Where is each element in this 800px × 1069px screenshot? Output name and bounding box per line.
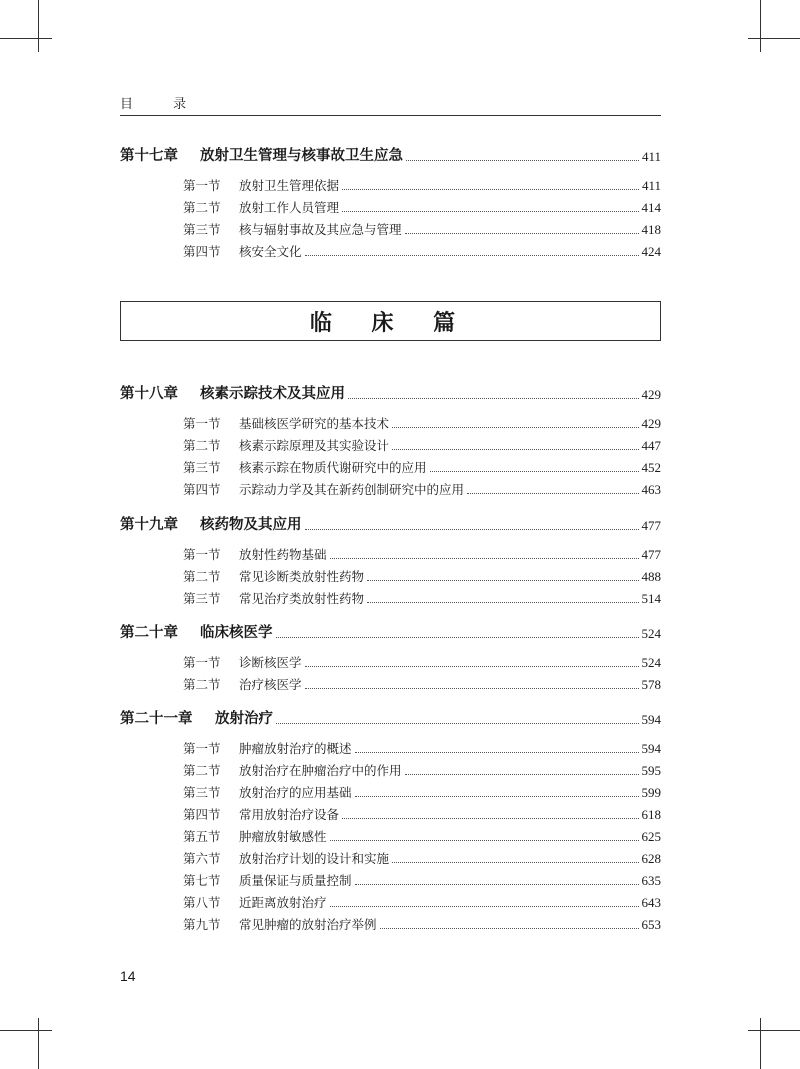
page-ref: 653 [641, 917, 661, 932]
section-title: 放射卫生管理依据 [239, 178, 340, 193]
section-title: 核素示踪原理及其实验设计 [239, 438, 390, 453]
section-number: 第六节 [183, 851, 221, 866]
toc-chapter[interactable] [120, 620, 661, 642]
toc-section[interactable] [183, 779, 661, 801]
toc-section[interactable] [183, 649, 661, 671]
dot-leader [305, 688, 639, 689]
page-ref: 524 [641, 626, 661, 641]
crop-mark [748, 1030, 800, 1031]
page-ref: 429 [641, 387, 661, 402]
page-ref: 578 [641, 677, 661, 692]
page-ref: 628 [641, 851, 661, 866]
chapter-title: 核药物及其应用 [200, 517, 302, 533]
section-number: 第二节 [183, 200, 221, 215]
toc-section[interactable] [183, 454, 661, 476]
page-ref: 488 [641, 569, 661, 584]
toc-section[interactable] [183, 172, 661, 194]
chapter-number: 第十八章 [120, 386, 178, 402]
toc-chapter[interactable] [120, 143, 661, 165]
dot-leader [330, 906, 639, 907]
page-ref: 595 [641, 763, 661, 778]
chapter-number: 第二十一章 [120, 711, 193, 727]
dot-leader [348, 398, 639, 399]
toc-section[interactable] [183, 823, 661, 845]
toc-section[interactable] [183, 194, 661, 216]
dot-leader [305, 529, 639, 530]
crop-mark [760, 1018, 761, 1069]
section-number: 第三节 [183, 460, 221, 475]
running-header: 目 录 [120, 97, 205, 112]
section-number: 第二节 [183, 569, 221, 584]
page-ref: 625 [641, 829, 661, 844]
toc-section[interactable] [183, 216, 661, 238]
page-ref: 643 [641, 895, 661, 910]
section-title: 质量保证与质量控制 [239, 873, 352, 888]
section-number: 第一节 [183, 416, 221, 431]
page-ref: 411 [641, 178, 661, 193]
chapter-number: 第二十章 [120, 625, 178, 641]
chapter-title: 放射卫生管理与核事故卫生应急 [200, 148, 403, 164]
section-title: 核与辐射事故及其应急与管理 [239, 222, 402, 237]
page-ref: 477 [641, 518, 661, 533]
section-title: 示踪动力学及其在新药创制研究中的应用 [239, 482, 465, 497]
dot-leader [342, 818, 638, 819]
dot-leader [367, 602, 638, 603]
dot-leader [330, 558, 639, 559]
crop-mark [38, 0, 39, 52]
crop-mark [38, 1018, 39, 1069]
dot-leader [355, 796, 639, 797]
section-number: 第三节 [183, 222, 221, 237]
toc-section[interactable] [183, 432, 661, 454]
crop-mark [0, 38, 52, 39]
page-ref: 477 [641, 547, 661, 562]
section-title: 核安全文化 [239, 244, 302, 259]
section-number: 第四节 [183, 482, 221, 497]
section-number: 第三节 [183, 591, 221, 606]
dot-leader [355, 752, 639, 753]
section-title: 肿瘤放射治疗的概述 [239, 741, 352, 756]
section-title: 常见肿瘤的放射治疗举例 [239, 917, 377, 932]
dot-leader [342, 189, 639, 190]
dot-leader [406, 160, 639, 161]
section-number: 第二节 [183, 763, 221, 778]
section-number: 第一节 [183, 178, 221, 193]
toc-section[interactable] [183, 801, 661, 823]
header-rule [120, 115, 661, 116]
section-number: 第二节 [183, 677, 221, 692]
section-number: 第一节 [183, 547, 221, 562]
dot-leader [405, 774, 639, 775]
page-ref: 635 [641, 873, 661, 888]
section-number: 第七节 [183, 873, 221, 888]
toc-section[interactable] [183, 563, 661, 585]
toc-chapter[interactable] [120, 512, 661, 534]
section-number: 第九节 [183, 917, 221, 932]
page-ref: 424 [641, 244, 661, 259]
toc-section[interactable] [183, 911, 661, 933]
section-number: 第四节 [183, 244, 221, 259]
chapter-number: 第十七章 [120, 148, 178, 164]
toc-section[interactable] [183, 735, 661, 757]
toc-section[interactable] [183, 585, 661, 607]
dot-leader [380, 928, 639, 929]
page-ref: 411 [641, 149, 661, 164]
crop-mark [0, 1030, 52, 1031]
page-ref: 594 [641, 712, 661, 727]
section-title: 肿瘤放射敏感性 [239, 829, 327, 844]
chapter-title: 临床核医学 [200, 625, 273, 641]
toc-chapter[interactable] [120, 381, 661, 403]
page-ref: 463 [641, 482, 661, 497]
section-number: 第八节 [183, 895, 221, 910]
dot-leader [355, 884, 639, 885]
page-ref: 514 [641, 591, 661, 606]
page-ref: 452 [641, 460, 661, 475]
section-title: 治疗核医学 [239, 677, 302, 692]
dot-leader [392, 862, 638, 863]
section-number: 第一节 [183, 741, 221, 756]
dot-leader [305, 666, 639, 667]
section-title: 放射治疗的应用基础 [239, 785, 352, 800]
crop-mark [760, 0, 761, 52]
toc-section[interactable] [183, 889, 661, 911]
page-ref: 418 [641, 222, 661, 237]
page-ref: 429 [641, 416, 661, 431]
section-number: 第三节 [183, 785, 221, 800]
dot-leader [430, 471, 639, 472]
toc-section[interactable] [183, 541, 661, 563]
page-number: 14 [120, 968, 136, 984]
section-title: 常用放射治疗设备 [239, 807, 340, 822]
chapter-number: 第十九章 [120, 517, 178, 533]
section-number: 第二节 [183, 438, 221, 453]
section-title: 常见诊断类放射性药物 [239, 569, 365, 584]
chapter-title: 核素示踪技术及其应用 [200, 386, 345, 402]
toc-section[interactable] [183, 757, 661, 779]
section-title: 放射性药物基础 [239, 547, 327, 562]
page-ref: 447 [641, 438, 661, 453]
section-title: 核素示踪在物质代谢研究中的应用 [239, 460, 427, 475]
dot-leader [276, 723, 639, 724]
section-title: 近距离放射治疗 [239, 895, 327, 910]
dot-leader [405, 233, 639, 234]
section-number: 第一节 [183, 655, 221, 670]
crop-mark [748, 38, 800, 39]
dot-leader [467, 493, 638, 494]
dot-leader [330, 840, 639, 841]
toc-section[interactable] [183, 238, 661, 260]
page-ref: 599 [641, 785, 661, 800]
toc-section[interactable] [183, 845, 661, 867]
dot-leader [392, 449, 638, 450]
dot-leader [367, 580, 638, 581]
toc-section[interactable] [183, 671, 661, 693]
toc-chapter[interactable] [120, 706, 661, 728]
section-title: 诊断核医学 [239, 655, 302, 670]
section-number: 第五节 [183, 829, 221, 844]
section-title: 放射治疗在肿瘤治疗中的作用 [239, 763, 402, 778]
dot-leader [305, 255, 639, 256]
section-number: 第四节 [183, 807, 221, 822]
dot-leader [342, 211, 638, 212]
page-ref: 414 [641, 200, 661, 215]
page-ref: 594 [641, 741, 661, 756]
section-title: 放射工作人员管理 [239, 200, 340, 215]
part-title: 临 床 篇 [120, 301, 661, 341]
dot-leader [392, 427, 638, 428]
chapter-title: 放射治疗 [215, 711, 273, 727]
dot-leader [276, 637, 639, 638]
section-title: 基础核医学研究的基本技术 [239, 416, 390, 431]
toc-section[interactable] [183, 476, 661, 498]
section-title: 常见治疗类放射性药物 [239, 591, 365, 606]
toc-section[interactable] [183, 867, 661, 889]
toc-section[interactable] [183, 410, 661, 432]
page-ref: 524 [641, 655, 661, 670]
page-ref: 618 [641, 807, 661, 822]
section-title: 放射治疗计划的设计和实施 [239, 851, 390, 866]
